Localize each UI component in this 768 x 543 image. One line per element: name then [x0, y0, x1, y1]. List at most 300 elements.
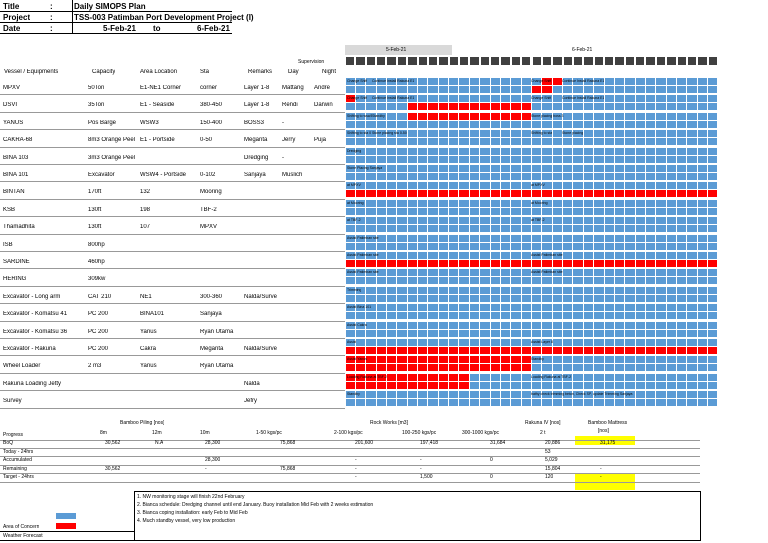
timeline-slot: [573, 235, 582, 242]
timeline-slot: [698, 382, 707, 389]
timeline-slot: [553, 260, 562, 267]
timeline-slot: [708, 364, 717, 371]
timeline-slot: [480, 391, 489, 398]
activity-label: Continue Install Rakuna E1: [372, 79, 415, 83]
timeline-slot: [428, 148, 437, 155]
timeline-slot: [522, 356, 531, 363]
timeline-slot: [387, 148, 396, 155]
timeline-slot: [677, 382, 686, 389]
timeline-slot: [501, 113, 510, 120]
timeline-slot: [584, 356, 593, 363]
timeline-slot: [501, 208, 510, 215]
timeline-slot: [594, 295, 603, 302]
timeline-slot: [511, 173, 520, 180]
timeline-slot: [532, 173, 541, 180]
timeline-slot: [677, 86, 686, 93]
timeline-slot: [563, 103, 572, 110]
timeline-slot: [491, 312, 500, 319]
timeline-slot: [501, 252, 510, 259]
timeline-slot: [656, 277, 665, 284]
timeline-slot: [459, 269, 468, 276]
timeline-slot: [511, 217, 520, 224]
timeline-slot: [480, 217, 489, 224]
timeline-slot: [377, 156, 386, 163]
timeline-slot: [522, 364, 531, 371]
timeline-slot: [625, 130, 634, 137]
timeline-slot: [687, 252, 696, 259]
timeline-slot: [501, 138, 510, 145]
timeline-slot: [449, 304, 458, 311]
row-day: -: [282, 154, 284, 161]
timeline-slot: [470, 364, 479, 371]
timeline-slot: [605, 148, 614, 155]
timeline-slot: [636, 165, 645, 172]
timeline-slot: [615, 113, 624, 120]
timeline-slot: [542, 260, 551, 267]
timeline-slot: [459, 121, 468, 128]
timeline-slot: [439, 165, 448, 172]
hour-cell: [646, 57, 654, 65]
row-capacity: CAT 210: [88, 293, 112, 300]
timeline-slot: [563, 225, 572, 232]
timeline-slot: [511, 200, 520, 207]
timeline-slot: [646, 165, 655, 172]
timeline-slot: [677, 391, 686, 398]
timeline-slot: [439, 277, 448, 284]
timeline-slot: [428, 277, 437, 284]
timeline-slot: [366, 277, 375, 284]
timeline-slot: [491, 304, 500, 311]
row-name: DSVI: [3, 102, 18, 109]
timeline-slot: [687, 138, 696, 145]
col-supervision: Supervision: [298, 59, 325, 65]
timeline-slot: [449, 86, 458, 93]
timeline-slot: [449, 391, 458, 398]
timeline-slot: [459, 235, 468, 242]
timeline-slot: [408, 339, 417, 346]
timeline-slot: [480, 277, 489, 284]
timeline-slot: [563, 322, 572, 329]
timeline-slot: [366, 156, 375, 163]
timeline-slot: [636, 103, 645, 110]
timeline-slot: [418, 138, 427, 145]
progress-value: 197,418: [420, 440, 439, 447]
timeline-slot: [553, 277, 562, 284]
timeline-slot: [346, 347, 355, 354]
timeline-slot: [522, 95, 531, 102]
timeline-slot: [470, 138, 479, 145]
timeline-slot: [708, 382, 717, 389]
timeline-slot: [636, 391, 645, 398]
timeline-slot: [553, 86, 562, 93]
timeline-slot: [439, 130, 448, 137]
timeline-slot: [397, 312, 406, 319]
timeline-slot: [387, 322, 396, 329]
activity-label: Dredging: [347, 148, 362, 153]
timeline-slot: [625, 113, 634, 120]
progress-value: 31,175: [600, 440, 616, 447]
timeline-slot: [667, 382, 676, 389]
timeline-slot: [470, 235, 479, 242]
timeline-slot: [511, 312, 520, 319]
timeline-slot: [553, 190, 562, 197]
timeline-slot: [439, 391, 448, 398]
timeline-slot: [698, 225, 707, 232]
row-area: WSW3: [140, 119, 159, 126]
timeline-slot: [605, 225, 614, 232]
timeline-slot: [615, 243, 624, 250]
timeline-slot: [594, 200, 603, 207]
timeline-slot: [397, 235, 406, 242]
timeline-slot: [418, 148, 427, 155]
timeline-slot: [356, 86, 365, 93]
timeline-slot: [397, 252, 406, 259]
row-name: YANUS: [3, 119, 24, 126]
timeline-slot: [667, 95, 676, 102]
timeline-slot: [615, 304, 624, 311]
row-remarks: Nalda/Surve: [244, 346, 278, 352]
timeline-slot: [449, 260, 458, 267]
timeline-slot: [563, 148, 572, 155]
timeline-slot: [408, 304, 417, 311]
timeline-slot: [605, 382, 614, 389]
timeline-slot: [449, 182, 458, 189]
timeline-slot: [563, 217, 572, 224]
timeline-slot: [397, 287, 406, 294]
timeline-slot: [677, 322, 686, 329]
timeline-slot: [418, 235, 427, 242]
timeline-slot: [397, 138, 406, 145]
timeline-slot: [667, 399, 676, 406]
hour-cell: [450, 57, 458, 65]
timeline-slot: [667, 208, 676, 215]
timeline-slot: [470, 243, 479, 250]
timeline-slot: [408, 156, 417, 163]
timeline-slot: [480, 356, 489, 363]
timeline-slot: [491, 165, 500, 172]
timeline-slot: [584, 103, 593, 110]
timeline-slot: [408, 287, 417, 294]
note-3: 3. Bianca coping installation: early Feb to Mid Feb: [137, 510, 248, 516]
timeline-slot: [573, 156, 582, 163]
timeline-slot: [532, 156, 541, 163]
row-day: Jerry: [282, 137, 296, 144]
timeline-slot: [459, 322, 468, 329]
timeline-slot: [449, 277, 458, 284]
timeline-slot: [439, 252, 448, 259]
timeline-slot: [511, 235, 520, 242]
timeline-slot: [563, 364, 572, 371]
timeline-slot: [480, 165, 489, 172]
timeline-slot: [511, 182, 520, 189]
timeline-slot: [563, 208, 572, 215]
row-day: Rendi: [282, 102, 298, 109]
timeline-slot: [418, 269, 427, 276]
timeline-slot: [418, 382, 427, 389]
timeline-slot: [708, 287, 717, 294]
timeline-slot: [646, 312, 655, 319]
timeline-slot: [605, 200, 614, 207]
timeline-slot: [470, 382, 479, 389]
timeline-slot: [377, 243, 386, 250]
timeline-slot: [522, 190, 531, 197]
timeline-slot: [511, 295, 520, 302]
timeline-slot: [522, 78, 531, 85]
project-value: TSS-003 Patimban Port Development Project (I): [74, 13, 254, 22]
timeline-slot: [573, 138, 582, 145]
timeline-slot: [573, 243, 582, 250]
timeline-slot: [439, 121, 448, 128]
timeline-slot: [439, 260, 448, 267]
timeline-slot: [459, 86, 468, 93]
timeline-slot: [584, 382, 593, 389]
timeline-slot: [470, 148, 479, 155]
timeline-slot: [656, 217, 665, 224]
timeline-slot: [397, 260, 406, 267]
timeline-slot: [667, 113, 676, 120]
timeline-slot: [428, 364, 437, 371]
timeline-slot: [459, 374, 468, 381]
timeline-slot: [356, 156, 365, 163]
timeline-slot: [511, 356, 520, 363]
activity-label: Stone Placing Sanjaya: [347, 166, 383, 170]
timeline-slot: [511, 113, 520, 120]
timeline-slot: [377, 347, 386, 354]
timeline-slot: [428, 121, 437, 128]
row-name: Wheel Loader: [3, 363, 41, 370]
timeline-slot: [480, 121, 489, 128]
timeline-slot: [646, 269, 655, 276]
timeline-slot: [698, 173, 707, 180]
activity-label: Loading Rakuna at TBF-2: [531, 374, 572, 379]
timeline-slot: [418, 322, 427, 329]
timeline-slot: [553, 130, 562, 137]
timeline-slot: [470, 287, 479, 294]
timeline-slot: [646, 304, 655, 311]
timeline-slot: [532, 322, 541, 329]
timeline-slot: [625, 78, 634, 85]
timeline-slot: [491, 277, 500, 284]
activity-label: Assist Patimban site: [347, 253, 379, 257]
timeline-slot: [356, 339, 365, 346]
timeline-slot: [687, 208, 696, 215]
timeline-slot: [636, 260, 645, 267]
timeline-slot: [656, 364, 665, 371]
progress-row-label: Progress: [3, 432, 24, 438]
timeline-slot: [346, 330, 355, 337]
hour-cell: [522, 57, 530, 65]
timeline-slot: [501, 269, 510, 276]
timeline-slot: [708, 113, 717, 120]
timeline-slot: [687, 190, 696, 197]
timeline-slot: [594, 399, 603, 406]
timeline-slot: [532, 86, 541, 93]
bamboo-10m: 10m: [200, 430, 210, 436]
row-remarks: Jefry: [244, 398, 258, 405]
row-remarks: BOSS3: [244, 119, 265, 126]
timeline-slot: [511, 304, 520, 311]
timeline-slot: [667, 391, 676, 398]
timeline-slot: [563, 200, 572, 207]
timeline-slot: [646, 156, 655, 163]
timeline-slot: [605, 86, 614, 93]
timeline-slot: [708, 356, 717, 363]
timeline-slot: [677, 364, 686, 371]
timeline-slot: [418, 225, 427, 232]
progress-value: -: [355, 457, 357, 464]
timeline-slot: [698, 374, 707, 381]
timeline-slot: [470, 312, 479, 319]
hour-cell: [574, 57, 582, 65]
timeline-slot: [387, 190, 396, 197]
timeline-slot: [667, 182, 676, 189]
timeline-slot: [387, 399, 396, 406]
timeline-slot: [594, 190, 603, 197]
timeline-slot: [491, 208, 500, 215]
timeline-slot: [584, 156, 593, 163]
timeline-slot: [708, 208, 717, 215]
timeline-slot: [428, 391, 437, 398]
timeline-slot: [439, 103, 448, 110]
timeline-slot: [625, 225, 634, 232]
timeline-slot: [428, 200, 437, 207]
timeline-slot: [387, 287, 396, 294]
timeline-slot: [667, 269, 676, 276]
timeline-slot: [687, 78, 696, 85]
timeline-slot: [625, 252, 634, 259]
activity-label: Continue Install Rakuna E1: [562, 79, 605, 83]
timeline-slot: [542, 382, 551, 389]
timeline-slot: [636, 287, 645, 294]
timeline-slot: [625, 347, 634, 354]
timeline-slot: [439, 330, 448, 337]
col-day: Day: [288, 69, 299, 75]
timeline-slot: [366, 148, 375, 155]
timeline-slot: [656, 208, 665, 215]
timeline-slot: [687, 200, 696, 207]
timeline-slot: [449, 330, 458, 337]
timeline-slot: [387, 113, 396, 120]
timeline-slot: [698, 252, 707, 259]
timeline-slot: [356, 103, 365, 110]
timeline-slot: [573, 304, 582, 311]
timeline-slot: [615, 356, 624, 363]
timeline-slot: [377, 287, 386, 294]
timeline-slot: [615, 103, 624, 110]
timeline-slot: [584, 269, 593, 276]
timeline-slot: [532, 304, 541, 311]
timeline-slot: [698, 330, 707, 337]
timeline-slot: [605, 322, 614, 329]
timeline-slot: [687, 260, 696, 267]
timeline-slot: [594, 243, 603, 250]
row-remarks: Nalda/Surve: [244, 293, 278, 300]
timeline-slot: [698, 165, 707, 172]
timeline-slot: [377, 148, 386, 155]
timeline-slot: [346, 225, 355, 232]
timeline-slot: [387, 374, 396, 381]
timeline-slot: [636, 190, 645, 197]
timeline-slot: [708, 148, 717, 155]
row-name: CAKRA-68: [3, 137, 33, 144]
timeline-slot: [667, 277, 676, 284]
timeline-slot: [687, 113, 696, 120]
timeline-slot: [573, 364, 582, 371]
timeline-slot: [563, 260, 572, 267]
timeline-slot: [646, 235, 655, 242]
timeline-slot: [346, 173, 355, 180]
timeline-slot: [677, 339, 686, 346]
legend-concern-swatch: [56, 523, 76, 529]
timeline-slot: [625, 356, 634, 363]
timeline-slot: [356, 330, 365, 337]
timeline-slot: [439, 138, 448, 145]
timeline-slot: [594, 339, 603, 346]
timeline-slot: [584, 347, 593, 354]
row-night: Andre: [314, 85, 331, 91]
timeline-slot: [594, 287, 603, 294]
timeline-slot: [698, 95, 707, 102]
timeline-slot: [449, 322, 458, 329]
timeline-slot: [408, 130, 417, 137]
timeline-slot: [491, 95, 500, 102]
timeline-slot: [636, 304, 645, 311]
timeline-slot: [491, 347, 500, 354]
timeline-slot: [470, 113, 479, 120]
timeline-slot: [408, 382, 417, 389]
row-day: Muslich: [282, 172, 303, 178]
timeline-slot: [687, 312, 696, 319]
timeline-slot: [459, 339, 468, 346]
progress-value: 53: [545, 448, 551, 455]
timeline-slot: [346, 208, 355, 215]
timeline-slot: [470, 190, 479, 197]
timeline-slot: [656, 243, 665, 250]
timeline-slot: [470, 156, 479, 163]
timeline-slot: [573, 382, 582, 389]
timeline-slot: [625, 277, 634, 284]
timeline-slot: [439, 225, 448, 232]
timeline-slot: [387, 304, 396, 311]
timeline-slot: [491, 399, 500, 406]
timeline-slot: [470, 260, 479, 267]
timeline-slot: [459, 165, 468, 172]
timeline-slot: [387, 330, 396, 337]
legend-area-concern: Area of Concern: [3, 524, 40, 530]
timeline-slot: [366, 339, 375, 346]
timeline-slot: [594, 364, 603, 371]
timeline-slot: [501, 391, 510, 398]
timeline-slot: [532, 165, 541, 172]
timeline-slot: [491, 86, 500, 93]
timeline-slot: [397, 208, 406, 215]
timeline-slot: [656, 173, 665, 180]
timeline-slot: [656, 190, 665, 197]
activity-label: Assist: [347, 340, 357, 344]
timeline-slot: [625, 208, 634, 215]
timeline-slot: [470, 269, 479, 276]
timeline-slot: [677, 208, 686, 215]
timeline-slot: [480, 200, 489, 207]
timeline-slot: [656, 225, 665, 232]
timeline-slot: [356, 364, 365, 371]
timeline-slot: [563, 235, 572, 242]
title-label: Title: [3, 2, 20, 11]
date-colon: :: [50, 24, 53, 33]
timeline-slot: [687, 95, 696, 102]
timeline-slot: [646, 208, 655, 215]
timeline-slot: [418, 113, 427, 120]
